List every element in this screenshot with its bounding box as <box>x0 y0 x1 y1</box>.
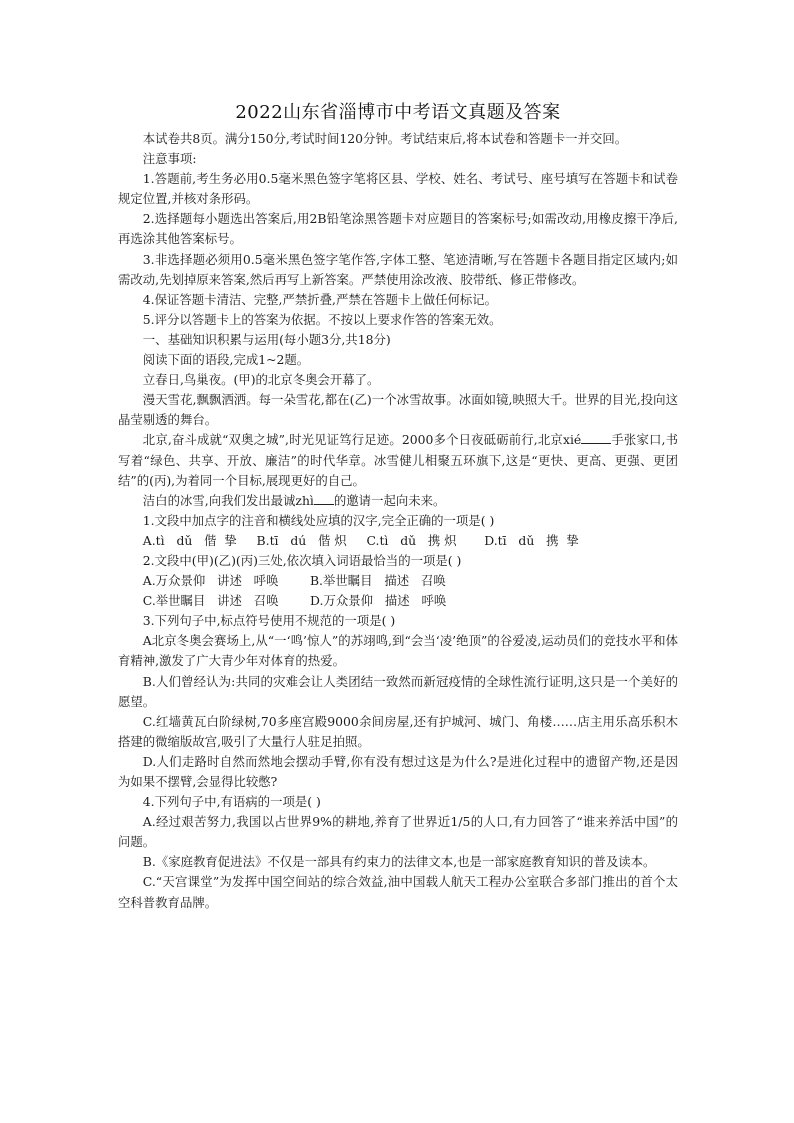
question-4-option-b: B.《家庭教育促进法》不仅是一部具有约束力的法律文本,也是一部家庭教育知识的普及读本。 <box>142 854 656 870</box>
section-heading: 一、基础知识积累与运用(每小题3分,共18分) <box>142 331 391 347</box>
notice-item-3: 3.非选择题必须用0.5毫米黑色签字笔作答,字体工整、笔迹清晰,写在答题卡各题目指定区域内;如需改动,先划掉原来答案,然后再写上新答案。严禁使用涂改液、胶带纸、修正带修改。 <box>118 251 678 287</box>
question-3-option-d: D.人们走路时自然而然地会摆动手臂,你有没有想过这是为什么?是进化过程中的遗留产物,还是因为如果不摆臂,会显得比较憋? <box>118 753 678 789</box>
notice-item-5: 5.评分以答题卡上的答案为依据。不按以上要求作答的答案无效。 <box>142 311 502 327</box>
passage-paragraph-4-part-a: 洁白的冰雪,向我们发出最诚zhì <box>142 492 314 508</box>
question-2-options-row-2: C.举世瞩目 讲述 召唤 D.万众景仰 描述 呼唤 <box>142 593 447 609</box>
notice-item-2: 2.选择题每小题选出答案后,用2B铅笔涂黑答题卡对应题目的答案标号;如需改动,用橡皮擦干净后,再选涂其他答案标号。 <box>118 211 678 247</box>
notice-item-4: 4.保证答题卡清洁、完整,严禁折叠,严禁在答题卡上做任何标记。 <box>142 291 498 307</box>
question-4-stem: 4.下列句子中,有语病的一项是( ) <box>142 794 321 810</box>
notice-item-1: 1.答题前,考生务必用0.5毫米黑色签字笔将区县、学校、姓名、考试号、座号填写在答题卡和试卷规定位置,并核对条形码。 <box>118 171 678 207</box>
question-2-stem: 2.文段中(甲)(乙)(丙)三处,依次填入词语最恰当的一项是( ) <box>142 552 462 568</box>
passage-paragraph-3-part-a: 北京,奋斗成就“双奥之城”,时光见证笃行足迹。2000多个日夜砥砺前行,北京xié <box>142 432 582 448</box>
passage-paragraph-3 <box>118 430 678 490</box>
reading-instruction: 阅读下面的语段,完成1~2题。 <box>142 352 310 368</box>
question-4-option-c: C.“天宫课堂”为发挥中国空间站的综合效益,油中国载人航天工程办公室联合多部门推出的首个太空科普教育品牌。 <box>118 874 678 910</box>
passage-paragraph-1: 立春日,鸟巢夜。(甲)的北京冬奥会开幕了。 <box>142 372 380 388</box>
passage-paragraph-2: 漫天雪花,飘飘洒洒。每一朵雪花,都在(乙)一个冰雪故事。冰面如镜,映照大千。世界的目光,投向这晶莹剔透的舞台。 <box>118 392 678 428</box>
question-2-options-row-1: A.万众景仰 讲述 呼唤 B.举世瞩目 描述 召唤 <box>142 573 446 589</box>
page-title: 2022山东省淄博市中考语文真题及答案 <box>235 102 561 123</box>
exam-page <box>118 100 678 913</box>
passage-paragraph-3-part-b: 手张家口,书写着“绿色、共享、开放、廉洁”的时代华章。冰雪健儿相聚五环旗下,这是“更快、更高、更强、更团结”的(丙),为着同一个目标,展现更好的自己。 <box>118 432 678 488</box>
question-1-stem: 1.文段中加点字的注音和横线处应填的汉字,完全正确的一项是( ) <box>142 512 495 528</box>
question-3-stem: 3.下列句子中,标点符号使用不规范的一项是( ) <box>142 613 396 629</box>
question-3-option-c: C.红墙黄瓦白阶绿树,70多座宫殿9000余间房屋,还有护城河、城门、角楼……店主用乐高乐积木搭建的微缩版故宫,吸引了大量行人驻足拍照。 <box>118 713 678 749</box>
intro-text: 本试卷共8页。满分150分,考试时间120分钟。考试结束后,将本试卷和答题卡一并交回。 <box>142 131 628 146</box>
question-4-option-a: A.经过艰苦努力,我国以占世界9%的耕地,养育了世界近1/5的人口,有力回答了“谁来养活中国”的问题。 <box>118 814 678 850</box>
fill-blank <box>581 431 611 444</box>
passage-paragraph-4 <box>118 491 678 511</box>
passage-paragraph-4-part-b: 的邀请一起向未来。 <box>333 492 446 508</box>
question-3-option-b: B.人们曾经认为:共同的灾难会让人类团结一致然而新冠疫情的全球性流行证明,这只是一个美好的愿望。 <box>118 673 678 709</box>
question-3-option-a: A北京冬奥会赛场上,从“一‘鸣’惊人”的苏翊鸣,到“会当‘凌’绝顶”的谷爱凌,运动员们的竞技水平和体育精神,激发了广大青少年对体育的热爱。 <box>118 633 678 669</box>
fill-blank <box>314 492 334 505</box>
notice-heading: 注意事项: <box>142 151 197 167</box>
question-1-options: A.tì dǔ 偕 挚 B.tī dú 偕 炽 C.tì dǔ 携 炽 D.tī dǔ 携 挚 <box>142 532 579 548</box>
